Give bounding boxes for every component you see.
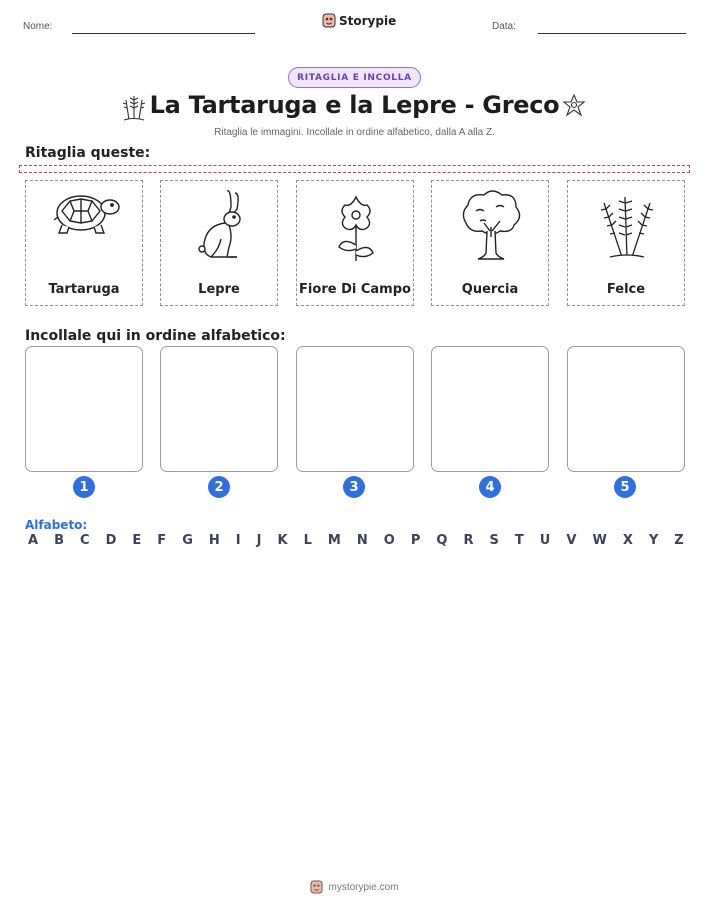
alphabet-letter: O [383,533,395,548]
brand-logo [322,13,396,28]
oak-tree-icon [456,187,526,263]
hare-icon [185,187,255,263]
cut-card-fiore-di-campo[interactable] [296,180,414,306]
alphabet-letter: A [28,533,39,548]
alphabet-letter: C [80,533,90,548]
alphabet-letter: M [327,533,341,548]
alphabet-letter: X [622,533,633,548]
name-line[interactable] [72,33,255,34]
paste-slot-2[interactable] [160,346,278,472]
date-label: Data: [492,21,516,32]
cut-card-tartaruga[interactable] [25,180,143,306]
alphabet-letter: B [54,533,64,548]
storypie-mascot-icon [310,880,323,894]
activity-badge: RITAGLIA E INCOLLA [288,67,421,88]
alphabet-letter: H [208,533,220,548]
alphabet-letter: D [105,533,117,548]
alphabet-letter: N [356,533,368,548]
slot-number: 3 [343,476,365,498]
cut-card-lepre[interactable] [160,180,278,306]
brand-name: Storypie [339,13,397,28]
alphabet-letter: F [157,533,167,548]
fern-icon [592,187,662,263]
name-label: Nome: [23,21,53,32]
alphabet-letter: W [592,533,607,548]
alphabet-letter: J [256,533,262,548]
alphabet-row [28,533,684,548]
alphabet-letter: T [514,533,524,548]
alphabet-letter: S [489,533,499,548]
alphabet-letter: U [539,533,551,548]
alphabet-letter: V [566,533,577,548]
alphabet-letter: L [303,533,312,548]
card-label: Quercia [461,282,519,297]
alphabet-letter: G [182,533,193,548]
card-label: Felce [606,282,646,297]
footer [0,880,709,894]
alphabet-letter: E [132,533,142,548]
alphabet-label: Alfabeto: [25,518,88,532]
storypie-mascot-icon [322,13,336,28]
slot-number: 4 [479,476,501,498]
cut-card-quercia[interactable] [431,180,549,306]
page-title: La Tartaruga e la Lepre - Greco [149,91,560,119]
alphabet-letter: Y [648,533,659,548]
paste-slot-3[interactable] [296,346,414,472]
alphabet-letter: P [410,533,421,548]
alphabet-letter: R [463,533,474,548]
slot-number: 2 [208,476,230,498]
paste-slot-1[interactable] [25,346,143,472]
card-label: Fiore Di Campo [299,282,411,297]
cut-card-felce[interactable] [567,180,685,306]
instructions: Ritaglia le immagini. Incollale in ordine alfabetico, dalla A alla Z. [214,127,495,138]
alphabet-letter: Z [674,533,684,548]
wildflower-icon [321,187,391,263]
paste-section-title: Incollale qui in ordine alfabetico: [25,328,286,344]
card-label: Lepre [198,282,240,297]
card-label: Tartaruga [48,282,120,297]
turtle-icon [50,187,120,247]
flower-decoration-icon [561,92,587,120]
slot-number: 1 [73,476,95,498]
date-line[interactable] [538,33,686,34]
slot-number: 5 [614,476,636,498]
cut-section-title: Ritaglia queste: [25,145,151,161]
alphabet-letter: Q [436,533,448,548]
alphabet-letter: I [235,533,241,548]
paste-slot-4[interactable] [431,346,549,472]
footer-url[interactable]: mystorypie.com [328,881,399,893]
alphabet-letter: K [277,533,288,548]
cut-line [19,165,690,173]
paste-slot-5[interactable] [567,346,685,472]
